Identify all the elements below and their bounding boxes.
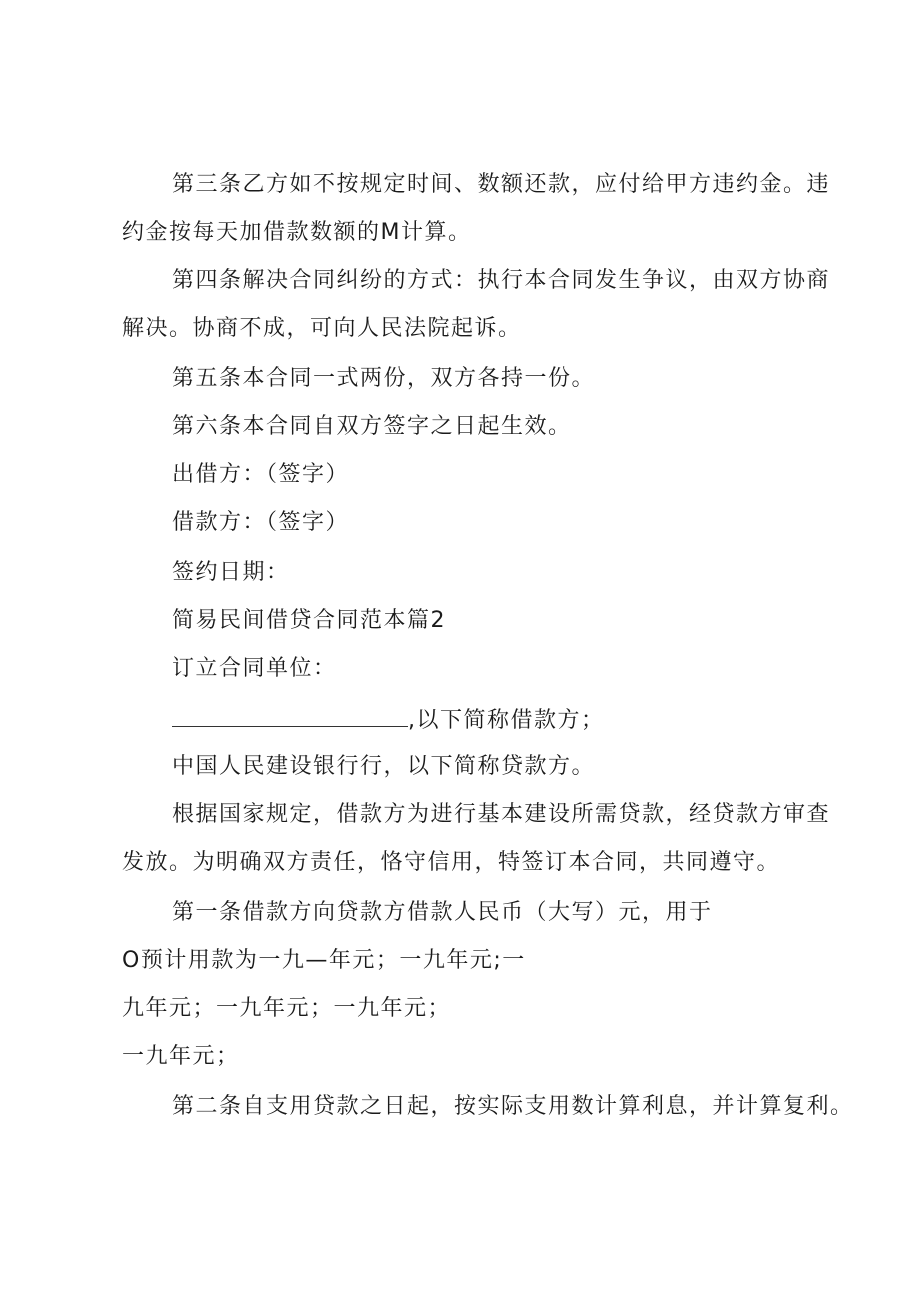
paragraph-basis-line-1: 根据国家规定，借款方为进行基本建设所需贷款，经贷款方审查 <box>172 802 831 827</box>
section-title: 简易民间借贷合同范本篇2 <box>172 608 446 633</box>
borrower-unit-line <box>172 704 605 736</box>
lender-unit-line: 中国人民建设银行行，以下简称贷款方。 <box>172 754 596 779</box>
paragraph-article-4-line-1: 第四条解决合同纠纷的方式：执行本合同发生争议，由双方协商 <box>172 268 831 293</box>
borrower-unit-text: ,以下简称借款方； <box>408 708 605 733</box>
paragraph-basis-line-2: 发放。为明确双方责任，恪守信用，特签订本合同，共同遵守。 <box>122 850 781 875</box>
paragraph-article-4-line-2: 解决。协商不成，可向人民法院起诉。 <box>122 316 522 341</box>
blank-underline <box>172 704 408 727</box>
lender-signature-line: 出借方：（签字） <box>172 462 350 487</box>
paragraph-article-1-line-4: 一九年元； <box>122 1044 240 1069</box>
borrower-signature-line: 借款方：（签字） <box>172 510 350 535</box>
paragraph-article-2: 第二条自支用贷款之日起，按实际支用数计算利息，并计算复利。 <box>172 1094 854 1119</box>
paragraph-article-6: 第六条本合同自双方签字之日起生效。 <box>172 414 572 439</box>
paragraph-article-1-line-3: 九年元；一九年元；一九年元； <box>122 996 452 1021</box>
paragraph-article-1-line-1: 第一条借款方向贷款方借款人民币（大写）元，用于 <box>172 900 713 925</box>
paragraph-article-1-line-2: O预计用款为一九—年元；一九年元;一 <box>122 948 526 973</box>
signing-date-line: 签约日期： <box>172 560 290 585</box>
contracting-units-label: 订立合同单位： <box>172 656 337 681</box>
paragraph-article-5: 第五条本合同一式两份，双方各持一份。 <box>172 366 596 391</box>
paragraph-article-3-line-2: 约金按每天加借款数额的M计算。 <box>122 220 472 245</box>
paragraph-article-3-line-1: 第三条乙方如不按规定时间、数额还款，应付给甲方违约金。违 <box>172 172 831 197</box>
